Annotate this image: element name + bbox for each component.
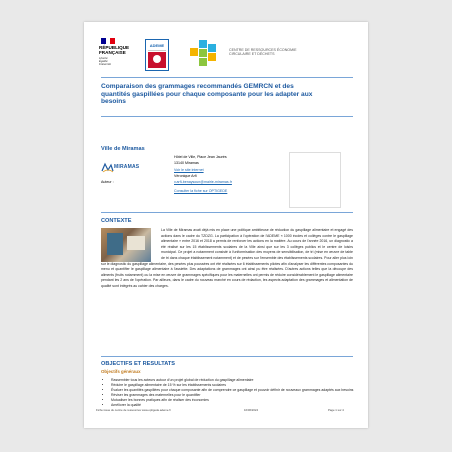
list-item: • Réviser les grammages des maternelles pour le quantifier [111,393,355,398]
contact-photo-placeholder [289,152,341,208]
list-item: • Réduire le gaspillage alimentaire de 15 % sur les établissements scolaires [111,383,355,388]
header-divider [101,77,353,78]
contact-name: Véronique Arfi [174,173,197,178]
list-item: • Mutualiser les bonnes pratiques afin de réaliser des économies [111,398,355,403]
crn-label: CENTRE DE RESSOURCES ÉCONOMIE CIRCULAIRE ET DÉCHETS [229,48,297,57]
context-text: La Ville de Miramas avait déjà mis en place une politique ambitieuse de réduction du gaspillage alimentaire et engagé des actions dans le cadre du TZDZG. La participation à l'opération de l'ADEME « 1000 écoles et collèges contre le gaspillage alimentaire » entre 2016 et 2018 a permis de renforcer les actions en la matière. Au cours de l'année 2016, un diagnostic a été réalisé sur les 15 établissements scolaires de la Ville ainsi que sur les 3 collèges publics et le centre de loisirs municipal. Ce projet a notamment consisté à l'uniformisation des moyens de sensibilisation, de tri (mise en œuvre de table de tri dans chaque établissement notamment) et de pesées sur l'ensemble des établissements scolaires. Pour aller plus loin sur le diagnostic du gaspillage alimentaire, des pesées plus poussées ont été réalisées sur 6 établissements pilotes afin d'analyser les différentes composantes du menu et quantifier le gaspillage alimentaire à l'assiette. Des adaptations de grammages ont ainsi pu être réalisées. D'autres actions telles que la découpe des aliments (fruits notamment) ou la mise en œuvre de grammages spécifiques pour les maternelles ont permis de réduire considérablement le gaspillage alimentaire pendant les 2 ans de l'opération. Par ailleurs, dans le cadre du nouveau marché en cours de rédaction, les aspects adaptation des grammages et alimentation de qualité sont intégrés au cahier des charges. [101,228,353,288]
context-photo [101,228,151,262]
email-link[interactable]: v.arfi-benaysoun@mairie-miramas.fr [174,180,232,185]
section-divider [101,356,353,357]
objectives-subheading: Objectifs généraux [101,369,141,374]
title-divider [101,116,353,117]
optigede-logo-icon [190,38,220,68]
footer-date: 16/06/2024 [244,408,258,412]
republic-motto: Liberté Égalité Fraternité [99,56,111,67]
section-divider [101,212,353,213]
optigede-link[interactable]: Consulter la fiche sur OPTIGEDE [174,189,228,194]
miramas-logo-text: MIRAMAS [114,164,140,170]
address-line-1: Hôtel de Ville, Place Jean Jaurès [174,155,227,159]
objectives-heading: OBJECTIFS ET RESULTATS [101,361,175,367]
author-heading: Ville de Miramas [101,146,145,152]
republic-name: RÉPUBLIQUE FRANÇAISE [99,45,130,55]
website-link[interactable]: Voir le site internet [174,167,204,172]
address-line-2: 13140 Miramas [174,161,199,166]
document-page [84,22,368,428]
footer-source: Fiche issue du centre de ressources www.optigede.ademe.fr [96,408,171,412]
list-item: • Rassembler tous les acteurs autour d'un projet global de réduction du gaspillage alimentaire [111,378,355,383]
author-contact [174,154,232,195]
document-title: Comparaison des grammages recommandés GEMRCN et des quantités gaspillées pour chaque composante pour les adapter aux besoins [101,83,313,106]
footer-page-number: Page 1 sur 4 [328,408,344,412]
author-label: Auteur : [101,180,114,184]
list-item: • Améliorer la qualité [111,403,355,408]
context-heading: CONTEXTE [101,218,132,224]
french-flag-icon [101,38,115,44]
ademe-logo: ADEME [145,39,169,71]
objectives-list [107,378,355,408]
list-item: • Évaluer les quantités gaspillées pour chaque composante afin de comprendre ce gaspillage et pouvoir définir de nouveaux grammages adaptés aux besoins [111,388,355,393]
